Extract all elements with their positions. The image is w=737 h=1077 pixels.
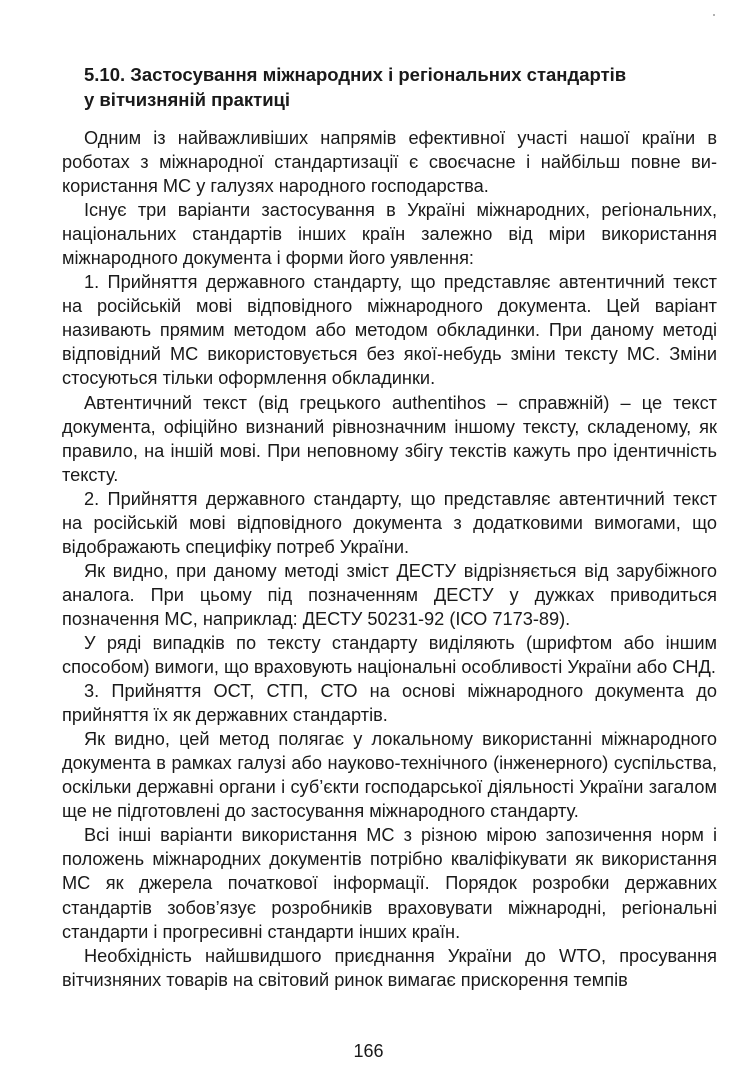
paragraph: Як видно, при даному методі зміст ДЕСТУ відрізняється від зарубіжного аналога. При цьому під позначенням ДЕСТУ у дужках приводиться позначення МС, наприклад: ДЕСТУ 50231-92 (ІСО 7173-89). (62, 560, 717, 629)
page-number: 166 (353, 1041, 384, 1061)
paragraph: 3. Прийняття ОСТ, СТП, СТО на основі міжнародного документа до прийняття їх як державних стандартів. (62, 681, 717, 726)
section-heading-line-2: у вітчизняній практиці (84, 89, 291, 110)
paragraph: У ряді випадків по тексту стандарту виділяють (шрифтом або іншим способом) вимоги, що враховують національні особливості України або СНД. (62, 632, 717, 678)
paragraph: Існує три варіанти застосування в Україні міжнародних, регіональних, національних стандартів інших країн залежно від міри використання міжнародного документа і форми його уявлення: (62, 200, 717, 269)
section-heading (84, 62, 704, 112)
body-text (62, 126, 717, 992)
paragraph: Всі інші варіанти використання МС з різною мірою запозичення норм і положень міжнародних документів потрібно кваліфікувати як використання МС як джерела початкової інформації. Порядок розробки державних стандартів зобов’язує розробників враховувати міжнародні, регіональні стандарти і прогресивні стандарти інших країн. (62, 825, 717, 942)
paragraph: Автентичний текст (від грецького authentihos – справжній) – це текст документа, офіційно визнаний рівнозначним іншому тексту, складеному, як правило, на іншій мові. При неповному збігу текстів кажуть про ідентичність тексту. (62, 392, 717, 485)
section-heading-line-1: 5.10. Застосування міжнародних і регіональних стандартів (84, 64, 627, 85)
scan-speck (713, 14, 715, 16)
paragraph: Як видно, цей метод полягає у локальному використанні міжнародного документа в рамках галузі або науково-технічного (інженерного) суспільства, оскільки державні органи і суб’єкти господарської діяльності України загалом ще не підготовлені до застосування міжнародного стандарту. (62, 729, 717, 822)
paragraph: 2. Прийняття державного стандарту, що представляє автентичний текст на російській мові відповідного документа з додатковими вимогами, що відображають специфіку потреб України. (62, 488, 717, 557)
paragraph: Необхідність найшвидшого приєднання України до WTO, просування вітчизняних товарів на світовий ринок вимагає прискорення темпів (62, 945, 717, 990)
paragraph: Одним із найважливіших напрямів ефективної участі нашої країни в роботах з міжнародної стандартизації є своєчасне і найбільш повне використання МС у галузях народного господарства. (62, 128, 717, 197)
paragraph: 1. Прийняття державного стандарту, що представляє автентичний текст на російській мові відповідного міжнародного документа. Цей варіант називають прямим методом або методом обкладинки. При даному методі відповідний МС використовується без якої-небудь зміни тексту МС. Зміни стосуються тільки оформлення обкладинки. (62, 272, 717, 389)
